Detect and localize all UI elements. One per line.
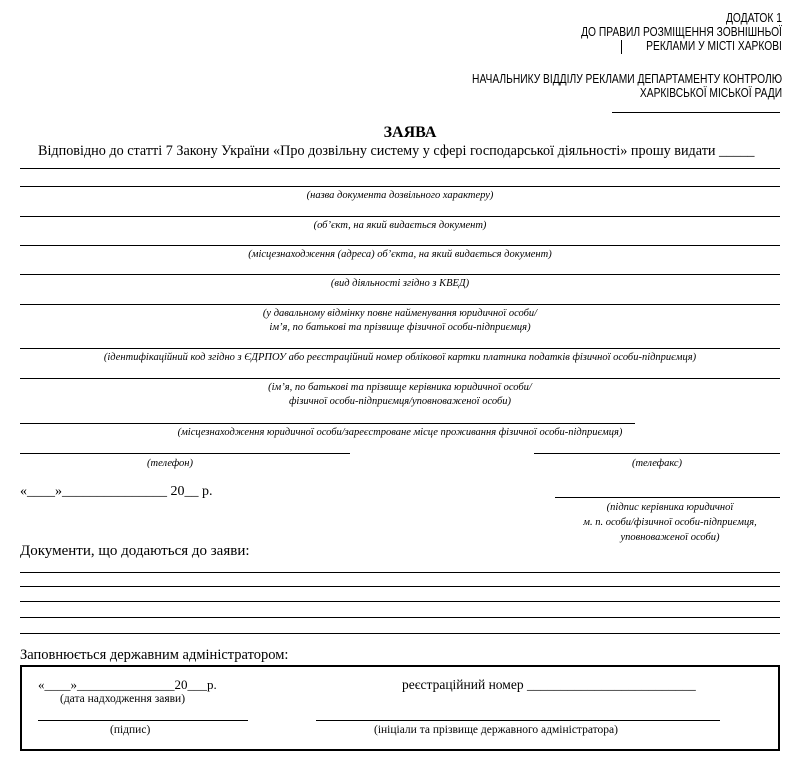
addressee-name-line bbox=[612, 112, 780, 113]
attachment-line-3[interactable] bbox=[20, 601, 780, 602]
fax-line[interactable] bbox=[534, 453, 780, 454]
registration-number[interactable]: реєстраційний номер _________________________ bbox=[402, 677, 696, 692]
addressee-line-1: НАЧАЛЬНИКУ ВІДДІЛУ РЕКЛАМИ ДЕПАРТАМЕНТУ КОНТРОЛЮ bbox=[471, 72, 782, 86]
fill-line[interactable] bbox=[20, 168, 780, 169]
signature-line[interactable] bbox=[555, 497, 780, 498]
appendix-line-1: ДОДАТОК 1 bbox=[726, 11, 782, 25]
id-code-line[interactable] bbox=[20, 348, 780, 349]
attachment-line-1[interactable] bbox=[20, 572, 780, 573]
head-name-line[interactable] bbox=[20, 378, 780, 379]
phone-caption: (телефон) bbox=[147, 458, 193, 469]
appendix-line-3: РЕКЛАМИ У МІСТІ ХАРКОВІ bbox=[646, 39, 782, 53]
appendix-line-2: ДО ПРАВИЛ РОЗМІЩЕННЯ ЗОВНІШНЬОЇ bbox=[581, 25, 782, 39]
text-cursor bbox=[621, 40, 622, 54]
entity-name-caption-1: (у давальному відмінку повне найменування юридичної особи/ bbox=[262, 308, 538, 319]
object-location-caption: (місцезнаходження (адреса) об’єкта, на який видається документ) bbox=[248, 249, 552, 260]
activity-caption: (вид діяльності згідно з КВЕД) bbox=[330, 278, 470, 289]
admin-signature-line[interactable] bbox=[38, 720, 248, 721]
entity-name-caption-2: ім’я, по батькові та прізвище фізичної особи-підприємця) bbox=[269, 322, 531, 333]
admin-name-caption: (ініціали та прізвище державного адміністратора) bbox=[374, 724, 618, 736]
document-title: ЗАЯВА bbox=[383, 124, 437, 141]
addressee-header bbox=[472, 72, 782, 100]
document-name-caption: (назва документа дозвільного характеру) bbox=[306, 190, 494, 201]
signature-caption-1: (підпис керівника юридичної bbox=[606, 502, 734, 513]
application-date[interactable]: «____»_______________ 20__ р. bbox=[20, 484, 213, 499]
phone-line[interactable] bbox=[20, 453, 350, 454]
head-name-caption-2: фізичної особи-підприємця/уповноваженої особи) bbox=[288, 396, 512, 407]
addressee-line-2: ХАРКІВСЬКОЇ МІСЬКОЇ РАДИ bbox=[639, 86, 782, 100]
attachment-line-4[interactable] bbox=[20, 617, 780, 618]
entity-location-caption: (місцезнаходження юридичної особи/зареєстроване місце проживання фізичної особи-підприємця) bbox=[177, 427, 623, 438]
attachment-line-2[interactable] bbox=[20, 586, 780, 587]
object-caption: (об’єкт, на який видається документ) bbox=[313, 220, 487, 231]
activity-line[interactable] bbox=[20, 274, 780, 275]
admin-date[interactable]: «____»_______________20___р. bbox=[38, 677, 217, 692]
admin-signature-caption: (підпис) bbox=[110, 724, 151, 736]
intro-text: Відповідно до статті 7 Закону України «Про дозвільну систему у сфері господарської діяльності» прошу видати _____ bbox=[38, 143, 755, 159]
admin-date-caption: (дата надходження заяви) bbox=[60, 693, 186, 705]
head-name-caption-1: (ім’я, по батькові та прізвище керівника юридичної особи/ bbox=[268, 382, 532, 393]
id-code-caption: (ідентифікаційний код згідно з ЄДРПОУ або реєстраційний номер облікової картки платника податків фізичної особи-підприємця) bbox=[103, 352, 697, 363]
admin-name-line[interactable] bbox=[316, 720, 720, 721]
document-name-line[interactable] bbox=[20, 186, 780, 187]
object-line[interactable] bbox=[20, 216, 780, 217]
admin-label: Заповнюється державним адміністратором: bbox=[20, 647, 289, 663]
attachment-line-5[interactable] bbox=[20, 633, 780, 634]
signature-caption-3: уповноваженої особи) bbox=[620, 532, 720, 543]
object-location-line[interactable] bbox=[20, 245, 780, 246]
entity-name-line[interactable] bbox=[20, 304, 780, 305]
fax-caption: (телефакс) bbox=[631, 458, 683, 469]
attachments-label: Документи, що додаються до заяви: bbox=[20, 543, 250, 559]
signature-caption-2: м. п. особи/фізичної особи-підприємця, bbox=[583, 517, 757, 528]
entity-location-line[interactable] bbox=[20, 423, 635, 424]
appendix-header bbox=[581, 11, 782, 53]
